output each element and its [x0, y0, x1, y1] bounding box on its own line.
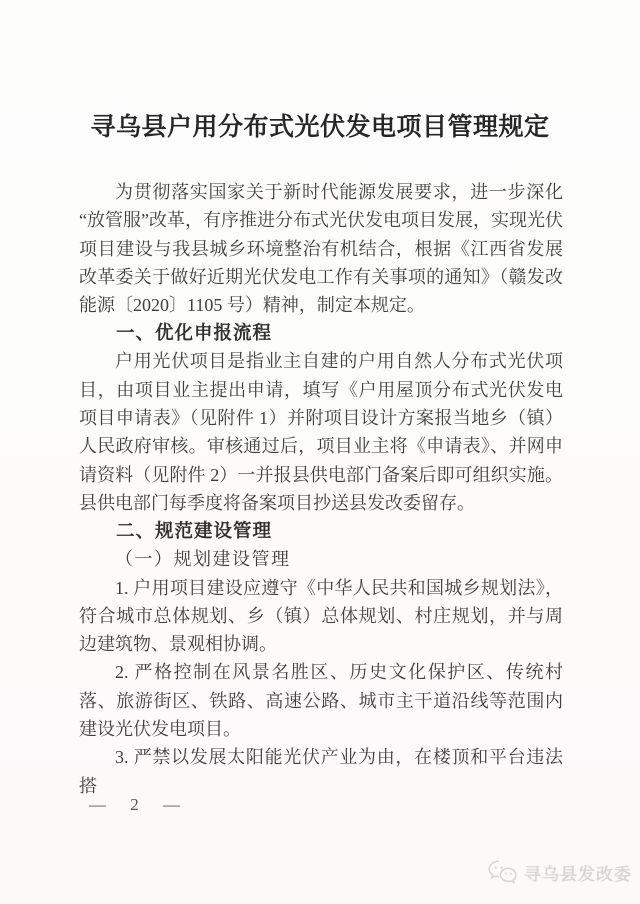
watermark-label: 寻乌县发改委 [524, 864, 632, 884]
document-title: 寻乌县户用分布式光伏发电项目管理规定 [90, 114, 550, 141]
paragraph-item-2: 2. 严格控制在风景名胜区、历史文化保护区、传统村落、旅游街区、铁路、高速公路、城市主干道沿线等范围内建设光伏发电项目。 [79, 662, 563, 740]
document-body [79, 178, 563, 800]
section-heading-optimize-application: 一、优化申报流程 [116, 322, 273, 344]
wechat-icon [487, 859, 519, 885]
section-heading-construction-management: 二、规范建设管理 [116, 520, 273, 542]
paragraph-application-process: 户用光伏项目是指业主自建的户用自然人分布式光伏项目，由项目业主提出申请，填写《户用屋顶分布式光伏发电项目申请表》（见附件 1）并附项目设计方案报当地乡（镇）人民政府审核。审核通过后，项目业主将《申请表》、并网申请资料（见附件 2）一并报县供电部门备案后即可组织实施。县供电部门每季度将备案项目抄送县发改委留存。 [79, 351, 563, 513]
paragraph-item-1: 1. 户用项目建设应遵守《中华人民共和国城乡规划法》，符合城市总体规划、乡（镇）总体规划、村庄规划，并与周边建筑物、景观相协调。 [79, 577, 563, 655]
watermark [487, 859, 632, 885]
paragraph-item-3: 3. 严禁以发展太阳能光伏产业为由，在楼顶和平台违法搭 [79, 747, 563, 796]
page-number: — 2 — [89, 795, 189, 814]
paragraph-preamble: 为贯彻落实国家关于新时代能源发展要求，进一步深化“放管服”改革，有序推进分布式光伏发电项目发展，实现光伏项目建设与我县城乡环境整治有机结合，根据《江西省发展改革委关于做好近期光伏发电工作有关事项的通知》（赣发改能源〔2020〕1105 号）精神，制定本规定。 [79, 182, 563, 316]
subsection-heading-planning-management: （一）规划建设管理 [115, 549, 291, 570]
